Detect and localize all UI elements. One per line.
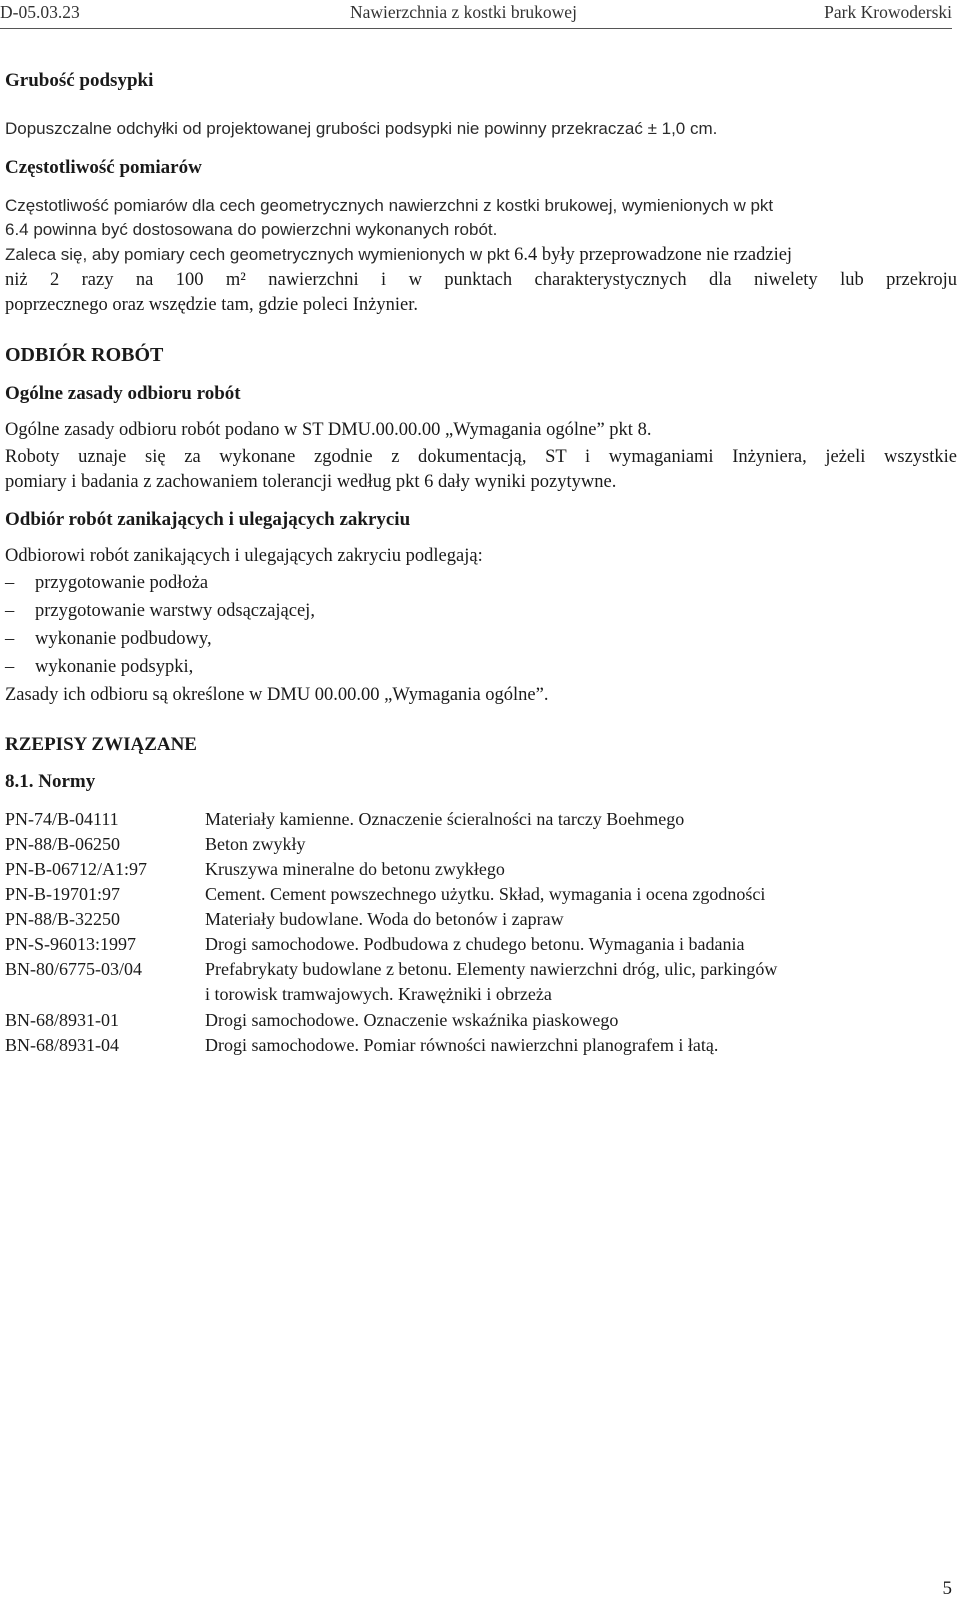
paragraph-frequency-line1: Częstotliwość pomiarów dla cech geometrycznych nawierzchni z kostki brukowej, wymienionych w pkt (5, 196, 774, 215)
list-item (5, 601, 315, 622)
header-project-name: Park Krowoderski (824, 2, 952, 22)
paragraph-tolerance: Dopuszczalne odchyłki od projektowanej grubości podsypki nie powinny przekraczać ± 1,0 cm. (5, 119, 718, 138)
norm-code: PN-B-06712/A1:97 (5, 859, 148, 879)
norm-description: Kruszywa mineralne do betonu zwykłego (205, 859, 505, 879)
paragraph-intro: Odbiorowi robót zanikających i ulegających zakryciu podlegają: (5, 546, 483, 566)
paragraph-recommend-line3: poprzecznego oraz wszędzie tam, gdzie poleci Inżynier. (5, 295, 418, 315)
norm-description: Materiały kamienne. Oznaczenie ścieralności na tarczy Boehmego (205, 809, 685, 829)
page-number: 5 (942, 1578, 952, 1599)
norm-description: Drogi samochodowe. Oznaczenie wskaźnika piaskowego (205, 1010, 619, 1030)
paragraph-recommend-part1: Zaleca się, aby pomiary cech geometrycznych wymienionych w pkt (5, 245, 510, 264)
norm-description: Drogi samochodowe. Podbudowa z chudego betonu. Wymagania i badania (205, 934, 745, 954)
norm-code: BN-68/8931-01 (5, 1010, 119, 1030)
norm-code: PN-74/B-04111 (5, 809, 119, 829)
heading-przepisy-zwiazane: RZEPISY ZWIĄZANE (5, 734, 197, 755)
subheading-ogolne-zasady: Ogólne zasady odbioru robót (5, 383, 241, 404)
norm-code: PN-88/B-06250 (5, 834, 121, 854)
norm-code: BN-68/8931-04 (5, 1035, 119, 1055)
dash-bullet: – (5, 601, 15, 621)
list-item (5, 657, 193, 678)
paragraph-general-line1: Ogólne zasady odbioru robót podano w ST DMU.00.00.00 „Wymagania ogólne” pkt 8. (5, 420, 652, 440)
norm-description: i torowisk tramwajowych. Krawężniki i obrzeża (205, 984, 552, 1004)
paragraph-general-line2: Roboty uznaje się za wykonane zgodnie z dokumentacją, ST i wymaganiami Inżyniera, jeżeli wszystkie (5, 447, 957, 467)
paragraph-frequency-line2: 6.4 powinna być dostosowana do powierzchni wykonanych robót. (5, 220, 498, 239)
paragraph-recommend-line1 (5, 245, 957, 266)
norm-code: PN-S-96013:1997 (5, 934, 137, 954)
heading-czestotliwosc-pomiarow: Częstotliwość pomiarów (5, 157, 202, 178)
heading-grubosc-podsypki: Grubość podsypki (5, 70, 154, 91)
paragraph-recommend-part2: 6.4 były przeprowadzone nie rzadziej (509, 245, 793, 265)
heading-odbior-robot: ODBIÓR ROBÓT (5, 344, 164, 366)
norm-code: BN-80/6775-03/04 (5, 959, 142, 979)
list-item (5, 573, 208, 594)
dash-bullet: – (5, 657, 15, 677)
page-header (0, 0, 952, 29)
paragraph-recommend-line2: niż 2 razy na 100 m² nawierzchni i w punktach charakterystycznych dla niwelety lub przekroju (5, 270, 957, 290)
norm-description: Cement. Cement powszechnego użytku. Skład, wymagania i ocena zgodności (205, 884, 766, 904)
list-item-text: przygotowanie warstwy odsączającej, (35, 601, 315, 621)
list-item-text: przygotowanie podłoża (35, 573, 209, 593)
norm-code: PN-B-19701:97 (5, 884, 121, 904)
dash-bullet: – (5, 629, 15, 649)
norm-description: Prefabrykaty budowlane z betonu. Elementy nawierzchni dróg, ulic, parkingów (205, 959, 778, 979)
norm-description: Beton zwykły (205, 834, 306, 854)
list-item (5, 629, 212, 650)
dash-bullet: – (5, 573, 15, 593)
norm-description: Materiały budowlane. Woda do betonów i zapraw (205, 909, 564, 929)
heading-odbior-zanikajacych: Odbiór robót zanikających i ulegających zakryciu (5, 509, 411, 530)
norm-description: Drogi samochodowe. Pomiar równości nawierzchni planografem i łatą. (205, 1035, 719, 1055)
subheading-normy: 8.1. Normy (5, 771, 96, 792)
list-item-text: wykonanie podsypki, (35, 657, 194, 677)
norm-code: PN-88/B-32250 (5, 909, 121, 929)
header-doc-code: D-05.03.23 (0, 2, 80, 22)
list-item-text: wykonanie podbudowy, (35, 629, 212, 649)
paragraph-general-line3: pomiary i badania z zachowaniem tolerancji według pkt 6 dały wyniki pozytywne. (5, 472, 617, 492)
paragraph-outro: Zasady ich odbioru są określone w DMU 00.00.00 „Wymagania ogólne”. (5, 685, 549, 705)
header-doc-title: Nawierzchnia z kostki brukowej (350, 2, 577, 22)
